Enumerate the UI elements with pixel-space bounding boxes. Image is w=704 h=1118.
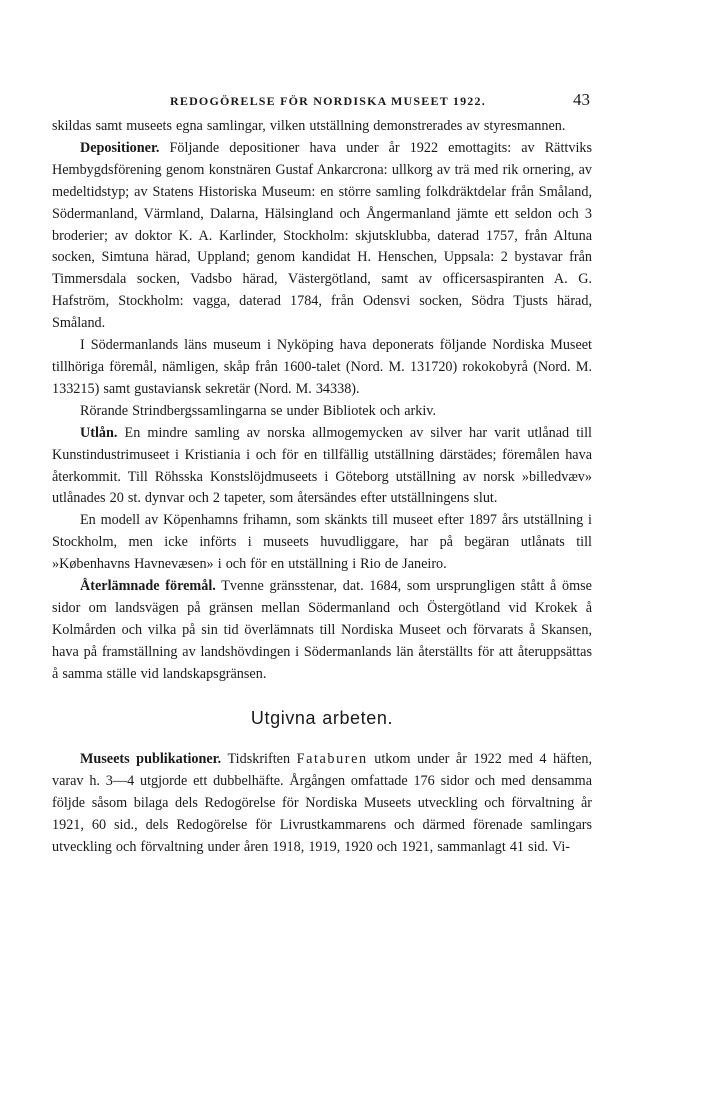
paragraph-text: Rörande Strindbergssamlingarna se under Bibliotek och arkiv. [80,402,437,419]
page-number: 43 [573,90,590,109]
paragraph-text: utkom under år 1922 med 4 häften, varav h. 3—4 utgjorde ett dubbelhäfte. Årgången omfattade 176 sidor och med densamma följde såsom bilaga dels Redogörelse för Nordiska Museets utveckling och förvaltning år 1921, 60 sid., dels Redogörelse för Livrustkammarens och därmed förenade samlingars utveckling och förvaltning under åren 1918, 1919, 1920 och 1921, sammanlagt 41 sid. Vi- [52,751,592,856]
paragraph-kopenhamn-model [52,510,592,576]
paragraph-text: En mindre samling av norska allmogemycken av silver har varit utlånad till Kunstindustrimuseet i Kristiania i och för en tillfällig utställning därstädes; föremålen hava återkommit. Till Röhsska Konstslöjdmuseets i Göteborg utställning av norsk »billedvæv» utlånades 20 st. dynvar och 2 tapeter, som återsändes efter utställningens slut. [52,424,592,507]
paragraph-sodermanland-museum [52,335,592,401]
paragraph-text: Tvenne gränsstenar, dat. 1684, som ursprungligen stått å ömse sidor om landsvägen på gränsen mellan Södermanland och Östergötland vid Krokek å Kolmården och vilka på sin tid överlämnats till Nordiska Museet och förvarats å Skansen, hava på framställning av landshövdingen i Södermanlands län återställts för att återuppsättas å samma ställe vid landskapsgränsen. [52,578,592,682]
paragraph-strindberg [52,401,592,423]
paragraph-continuation [52,116,592,138]
document-page [52,88,592,859]
running-title: REDOGÖRELSE FÖR NORDISKA MUSEET 1922. [170,94,486,108]
running-head [52,88,592,116]
paragraph-publikationer [52,749,592,859]
paragraph-text: I Södermanlands läns museum i Nyköping hava deponerats följande Nordiska Museet tillhöriga föremål, nämligen, skåp från 1600-talet (Nord. M. 131720) rokokobyrå (Nord. M. 133215) samt gustaviansk sekretär (Nord. M. 34338). [52,337,592,397]
paragraph-text: En modell av Köpenhamns frihamn, som skänkts till museet efter 1897 års utställning i Stockholm, men icke införts i museets huvudliggare, har på begäran utlånats till »Københavns Havnevæsen» i och för en utställning i Rio de Janeiro. [52,512,592,573]
journal-title: Fataburen [296,751,368,768]
paragraph-depositioner [52,138,592,335]
run-in-heading-depositioner: Depositioner. [80,139,160,156]
run-in-heading-utlan: Utlån. [80,424,118,441]
paragraph-text: Tidskriften [221,751,297,768]
body-text [52,116,592,859]
run-in-heading-publikationer: Museets publikationer. [80,751,222,768]
run-in-heading-aterlamnade: Återlämnade föremål. [80,578,216,595]
paragraph-utlan [52,423,592,511]
paragraph-text: Följande depositioner hava under år 1922 emottagits: av Rättviks Hembygdsförening genom konstnären Gustaf Ankarcrona: ullkorg av trä med rik ornering, av medeltidstyp; av Statens Historiska Museum: en större samling folkdräktdelar från Småland, Södermanland, Värmland, Dalarna, Hälsingland och Ångermanland jämte ett seldon och 3 broderier; av doktor K. A. Karlinder, Stockholm: skjutsklubba, daterad 1757, från Altuna socken, Simtuna härad, Uppland; genom kandidat H. Henschen, Uppsala: 2 bystavar från Timmersdala socken, Vadsbo härad, Västergötland, samt av officersaspiranten A. G. Hafström, Stockholm: vagga, daterad 1784, från Odensvi socken, Södra Tjusts härad, Småland. [52,139,592,332]
paragraph-aterlamnade [52,576,592,686]
section-heading: Utgivna arbeten. [250,707,394,728]
paragraph-text: skildas samt museets egna samlingar, vilken utställning demonstrerades av styresmannen. [52,118,566,134]
